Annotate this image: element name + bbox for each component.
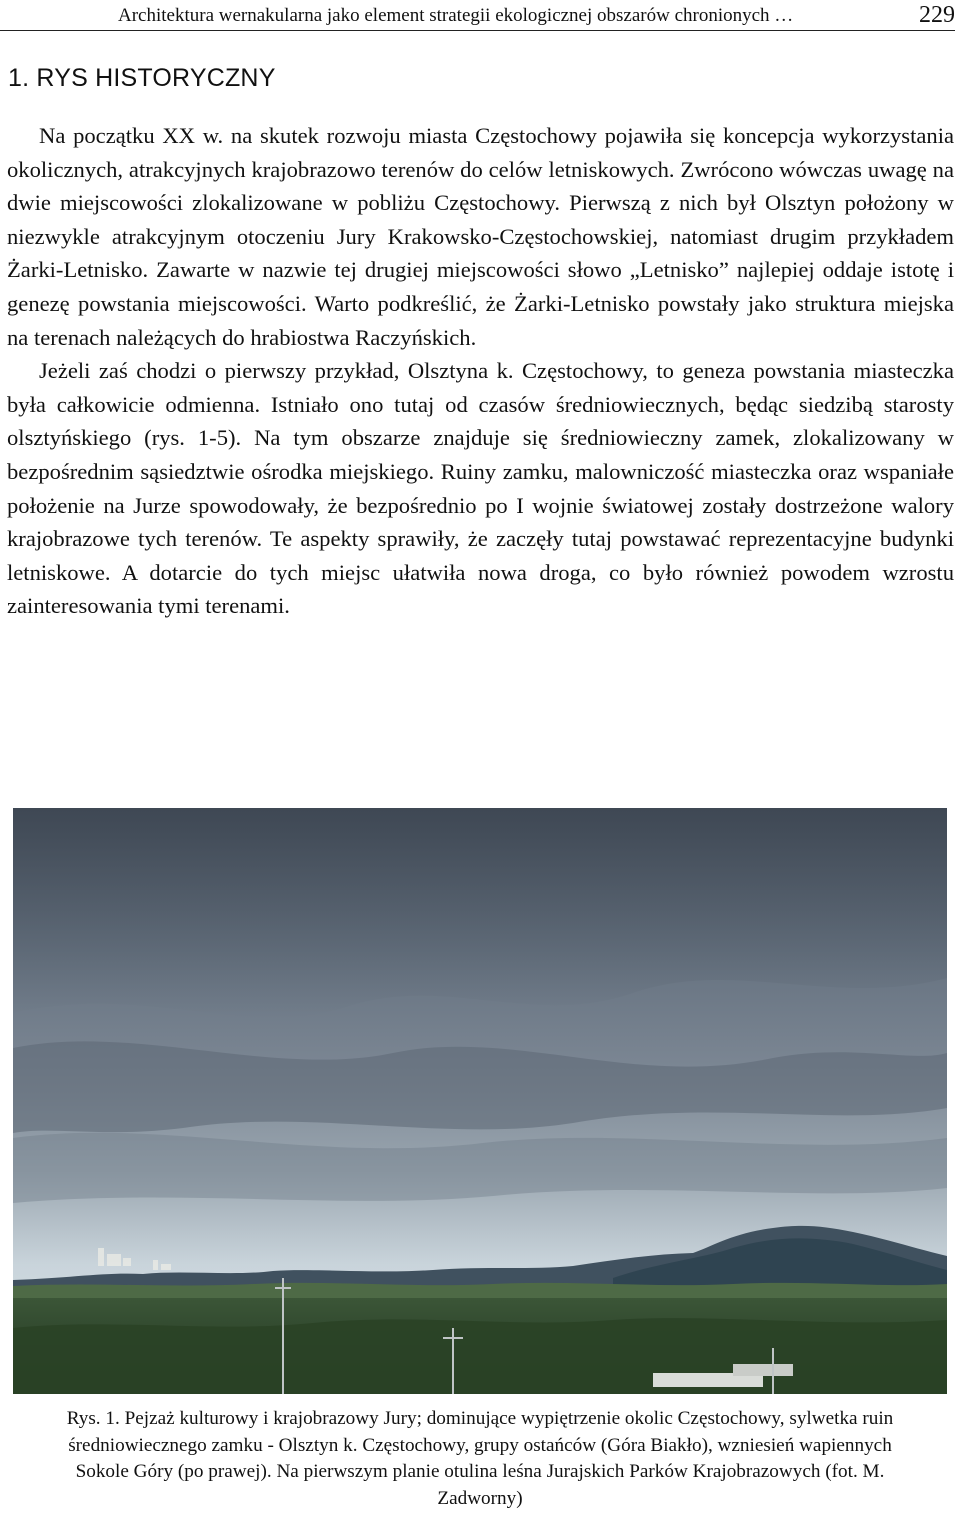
landscape-photo-illustration	[13, 808, 947, 1394]
running-header	[0, 2, 955, 31]
landscape-photo	[13, 808, 947, 1394]
body-text	[7, 119, 954, 623]
paragraph-1: Na początku XX w. na skutek rozwoju miasta Częstochowy pojawiła się koncepcja wykorzystania okolicznych, atrakcyjnych krajobrazowo terenów do celów letniskowych. Zwrócono wówczas uwagę na dwie miejscowości zlokalizowane w pobliżu Częstochowy. Pierwszą z nich był Olsztyn położony w niezwykle atrakcyjnym otoczeniu Jury Krakowsko-Częstochowskiej, natomiast drugim przykładem Żarki-Letnisko. Zawarte w nazwie tej drugiej miejscowości słowo „Letnisko” najlepiej oddaje istotę i genezę powstania miejscowości. Warto podkreślić, że Żarki-Letnisko powstały jako struktura miejska na terenach należących do hrabiostwa Raczyńskich.	[7, 123, 954, 350]
page-number: 229	[919, 2, 955, 28]
figure-caption: Rys. 1. Pejzaż kulturowy i krajobrazowy Jury; dominujące wypiętrzenie okolic Częstochowy, sylwetka ruin średniowiecznego zamku - Olsztyn k. Częstochowy, grupy ostańców (Góra Biakło), wzniesień wapiennych Sokole Góry (po prawej). Na pierwszym planie otulina leśna Jurajskich Parków Krajobrazowych (fot. M. Zadworny)	[66, 1408, 894, 1509]
section-heading: 1. RYS HISTORYCZNY	[8, 64, 276, 92]
paragraph-2: Jeżeli zaś chodzi o pierwszy przykład, Olsztyna k. Częstochowy, to geneza powstania miasteczka była całkowicie odmienna. Istniało ono tutaj od czasów średniowiecznych, będąc siedzibą starosty olsztyńskiego (rys. 1-5). Na tym obszarze znajduje się średniowieczny zamek, zlokalizowany w bezpośrednim sąsiedztwie ośrodka miejskiego. Ruiny zamku, malowniczość miasteczka oraz wspaniałe położenie na Jurze spowodowały, że bezpośrednio po I wojnie światowej zostały dostrzeżone walory krajobrazowe tych terenów. Te aspekty sprawiły, że zaczęły tutaj powstawać reprezentacyjne budynki letniskowe. A dotarcie do tych miejsc ułatwiła nowa droga, co było również powodem wzrostu zainteresowania tymi terenami.	[7, 358, 954, 619]
running-title: Architektura wernakularna jako element strategii ekologicznej obszarów chronionych …	[118, 5, 794, 26]
